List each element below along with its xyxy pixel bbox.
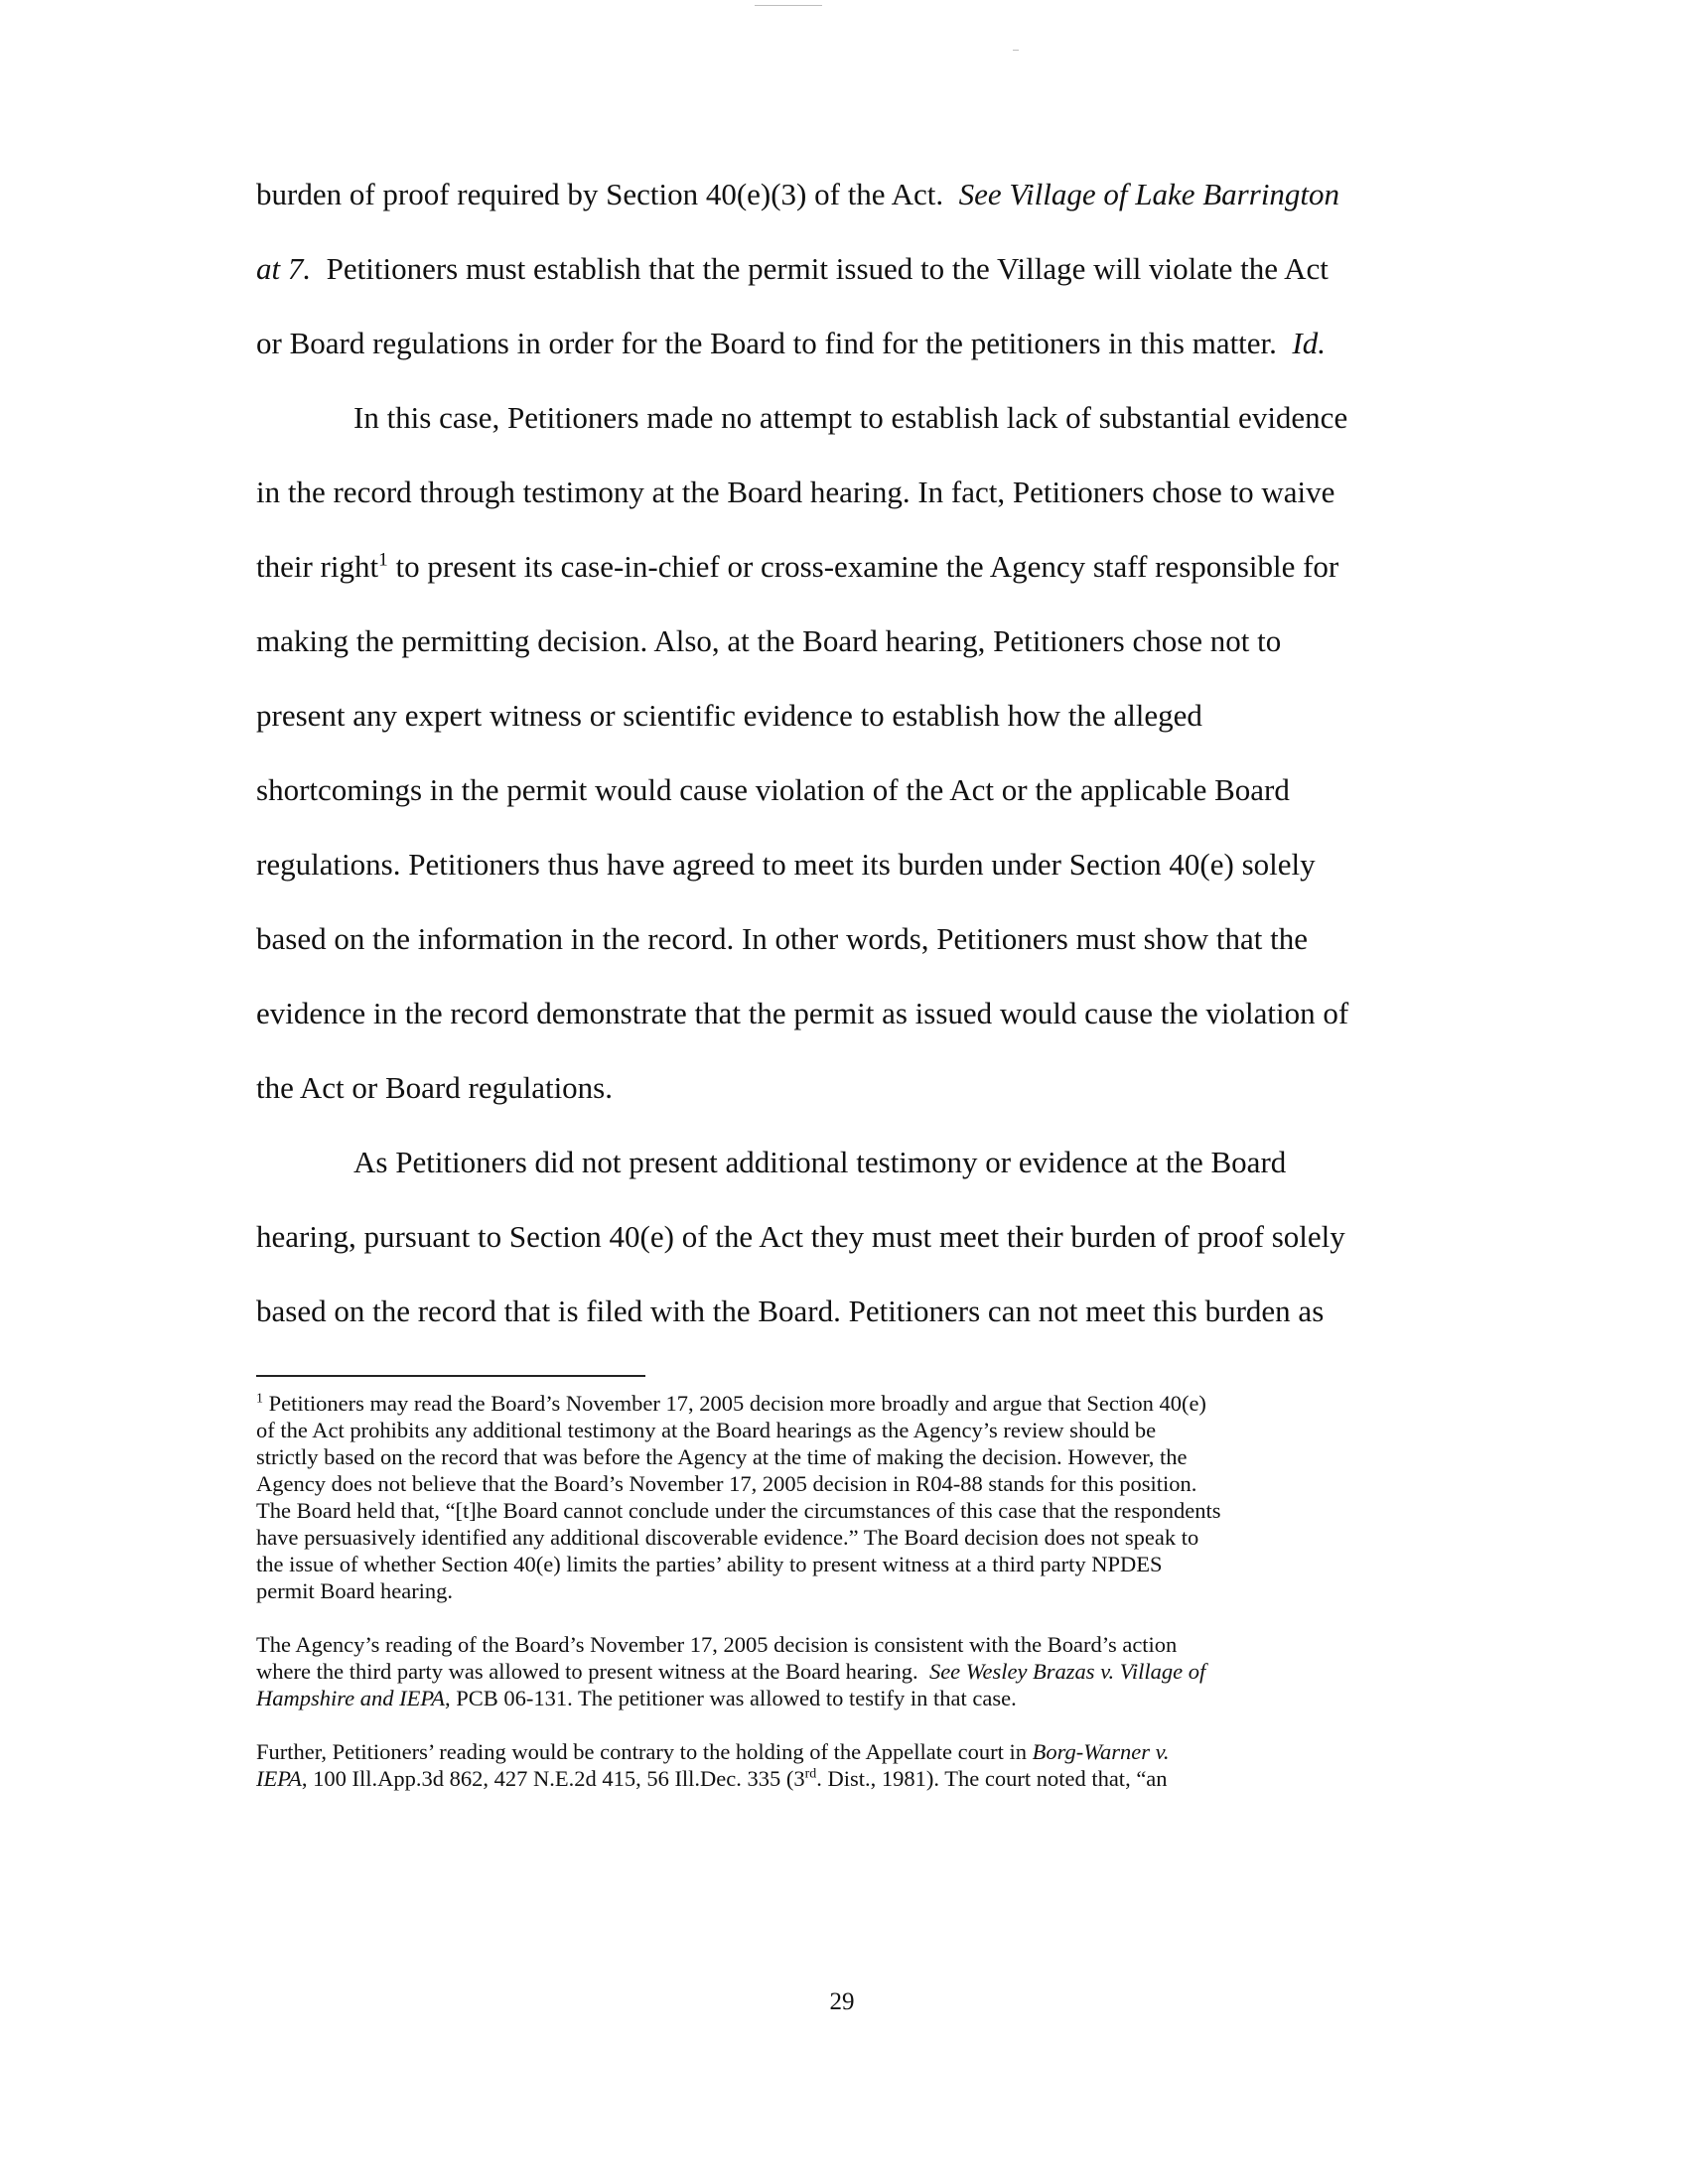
footnote-line: the issue of whether Section 40(e) limits the parties’ ability to present witness at a third party NPDES (256, 1552, 1163, 1576)
body-line: evidence in the record demonstrate that the permit as issued would cause the violation of (256, 996, 1349, 1030)
footnote-line: permit Board hearing. (256, 1578, 454, 1603)
footnote-line: IEPA, 100 Ill.App.3d 862, 427 N.E.2d 415, 56 Ill.Dec. 335 (3rd. Dist., 1981). The court noted that, “an (256, 1766, 1168, 1791)
body-line: at 7. Petitioners must establish that the permit issued to the Village will violate the Act (256, 251, 1329, 286)
footnote-line: have persuasively identified any additional discoverable evidence.” The Board decision does not speak to (256, 1525, 1199, 1550)
footnote-separator (256, 1375, 645, 1377)
ordinal-suffix: rd (804, 1766, 817, 1782)
case-citation: at 7. (256, 251, 312, 286)
footnote-line: where the third party was allowed to present witness at the Board hearing. See Wesley Brazas v. Village of (256, 1659, 1206, 1684)
body-line: their right$^1$ to present its case-in-chief or cross-examine the Agency staff responsible for (256, 549, 1339, 584)
footnote-line: $^1$ Petitioners may read the Board’s November 17, 2005 decision more broadly and argue that Section 40(e) (256, 1391, 1206, 1416)
case-citation: Borg-Warner v. (1032, 1739, 1170, 1764)
body-line: burden of proof required by Section 40(e)(3) of the Act. See Village of Lake Barrington (256, 177, 1340, 211)
body-text (256, 157, 1408, 1348)
case-citation: IEPA (256, 1766, 302, 1791)
case-citation: See Wesley Brazas v. Village of (928, 1659, 1206, 1684)
footnote-line: of the Act prohibits any additional testimony at the Board hearings as the Agency’s review should be (256, 1418, 1157, 1442)
body-line: hearing, pursuant to Section 40(e) of the Act they must meet their burden of proof solely (256, 1219, 1345, 1254)
page-number: 29 (829, 1988, 855, 2015)
body-line: or Board regulations in order for the Board to find for the petitioners in this matter. Id. (256, 326, 1326, 360)
case-citation: See Village of Lake Barrington (958, 177, 1340, 211)
scan-artifact (755, 5, 822, 6)
body-line: based on the record that is filed with the Board. Petitioners can not meet this burden as (256, 1294, 1325, 1328)
footnote-reference: 1 (378, 549, 388, 571)
footnote-line: strictly based on the record that was before the Agency at the time of making the decision. However, the (256, 1444, 1188, 1469)
footnote-paragraph (256, 1631, 1428, 1711)
scan-artifact (1013, 50, 1019, 51)
case-citation: Id. (1292, 326, 1326, 360)
footnote-marker: 1 (256, 1391, 263, 1407)
body-line: in the record through testimony at the Board hearing. In fact, Petitioners chose to waive (256, 475, 1335, 509)
body-line: shortcomings in the permit would cause violation of the Act or the applicable Board (256, 772, 1290, 807)
case-citation: Hampshire and IEPA (256, 1686, 445, 1710)
body-line: As Petitioners did not present additional testimony or evidence at the Board (353, 1145, 1287, 1179)
body-line: regulations. Petitioners thus have agreed to meet its burden under Section 40(e) solely (256, 847, 1316, 882)
footnote-paragraph (256, 1738, 1428, 1792)
body-line: the Act or Board regulations. (256, 1070, 613, 1105)
body-line: present any expert witness or scientific evidence to establish how the alleged (256, 698, 1202, 733)
footnote-line: The Board held that, “[t]he Board cannot conclude under the circumstances of this case that the respondents (256, 1498, 1221, 1523)
footnote-line: Further, Petitioners’ reading would be contrary to the holding of the Appellate court in Borg-Warner v. (256, 1739, 1170, 1764)
body-line: making the permitting decision. Also, at the Board hearing, Petitioners chose not to (256, 623, 1282, 658)
footnote-line: The Agency’s reading of the Board’s November 17, 2005 decision is consistent with the Board’s action (256, 1632, 1178, 1657)
body-line: In this case, Petitioners made no attempt to establish lack of substantial evidence (353, 400, 1348, 435)
footnote-line: Agency does not believe that the Board’s November 17, 2005 decision in R04-88 stands for this position. (256, 1471, 1197, 1496)
body-line: based on the information in the record. In other words, Petitioners must show that the (256, 921, 1308, 956)
footnote-line: Hampshire and IEPA, PCB 06-131. The petitioner was allowed to testify in that case. (256, 1686, 1017, 1710)
footnote-paragraph (256, 1390, 1428, 1604)
footnote (256, 1390, 1428, 1819)
